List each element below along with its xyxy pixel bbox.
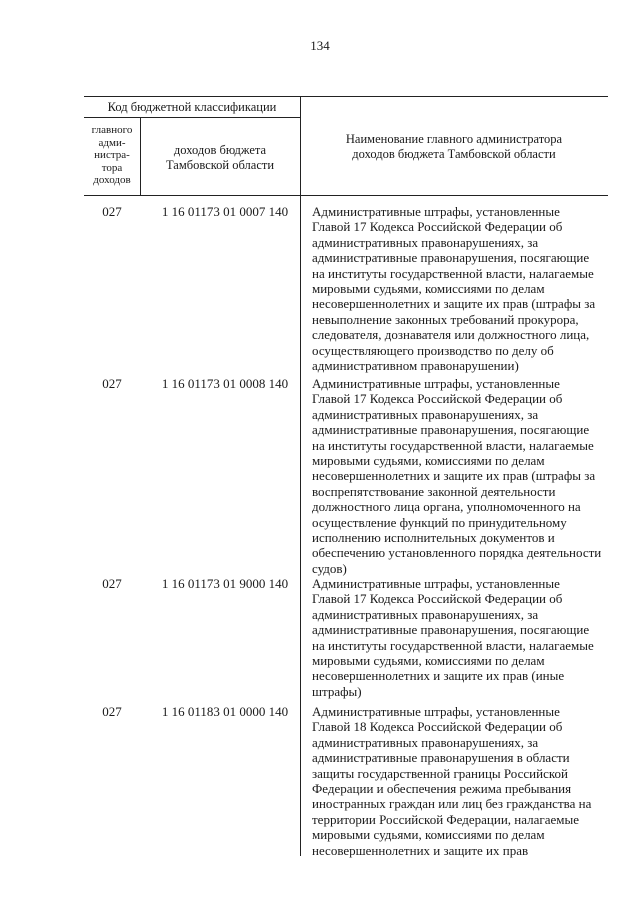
description-line: административных правонарушениях, за xyxy=(312,234,539,250)
row-budget-code: 1 16 01173 01 9000 140 xyxy=(161,576,289,591)
description-line: мировыми судьями, комиссиями по делам xyxy=(312,453,545,469)
row-budget-code: 1 16 01173 01 0007 140 xyxy=(161,204,289,219)
header-col-admin-line: нистра- xyxy=(94,149,130,161)
description-line: Федерации и обеспечения режима пребывания xyxy=(312,781,572,797)
description-line: воспрепятствование законной деятельности xyxy=(312,483,556,499)
description-line: административном правонарушении) xyxy=(312,358,519,374)
header-col-code xyxy=(140,143,300,173)
description-line: административных правонарушениях, за xyxy=(312,406,539,422)
description-line: защиты государственной границы Российской xyxy=(312,765,568,781)
description-line: должностного лица органа, уполномоченного на xyxy=(312,499,581,515)
header-col-name-line: Наименование главного администратора xyxy=(345,132,563,146)
description-line: административные правонарушения в области xyxy=(312,750,570,766)
description-line: на институты государственной власти, налагаемые xyxy=(312,637,594,653)
description-line: невыполнение законных требований прокурора, xyxy=(312,311,579,327)
header-col-code-line: доходов бюджета xyxy=(173,143,267,157)
description-line: Главой 17 Кодекса Российской Федерации об xyxy=(312,391,563,407)
description-line: административных правонарушениях, за xyxy=(312,734,539,750)
description-line: несовершеннолетних и защите их прав (иные xyxy=(312,668,565,684)
description-line: административных правонарушениях, за xyxy=(312,606,539,622)
table-top-border xyxy=(84,96,608,97)
row-description xyxy=(312,204,608,373)
header-group-title: Код бюджетной классификации xyxy=(107,100,277,114)
row-description xyxy=(312,576,608,699)
description-line: административные правонарушения, посягающие xyxy=(312,250,590,266)
description-line: Административные штрафы, установленные xyxy=(312,576,560,591)
page-number: 134 xyxy=(310,38,330,53)
description-line: территории Российской Федерации, налагаемые xyxy=(312,811,579,827)
description-line: несовершеннолетних и защите их прав (штрафы за xyxy=(312,296,596,312)
row-description xyxy=(312,376,608,576)
row-description xyxy=(312,704,608,858)
row-admin-code: 027 xyxy=(102,576,122,591)
description-line: Административные штрафы, установленные xyxy=(312,204,560,219)
description-line: Главой 17 Кодекса Российской Федерации об xyxy=(312,591,563,607)
header-col-admin-line: главного xyxy=(91,124,133,136)
description-line: осуществляющего производство по делу об xyxy=(312,342,554,358)
description-line: мировыми судьями, комиссиями по делам xyxy=(312,281,545,297)
row-budget-code: 1 16 01183 01 0000 140 xyxy=(161,704,289,719)
description-line: иностранных граждан или лиц без гражданства на xyxy=(312,796,592,812)
description-line: исполнению исполнительных документов и xyxy=(312,530,555,546)
column-divider-name xyxy=(300,96,301,856)
description-line: мировыми судьями, комиссиями по делам xyxy=(312,653,545,669)
header-col-admin xyxy=(84,124,140,187)
header-col-admin-line: адми- xyxy=(98,136,126,149)
description-line: несовершеннолетних и защите их прав xyxy=(312,842,529,858)
description-line: осуществление функций по принудительному xyxy=(312,514,567,530)
description-line: Административные штрафы, установленные xyxy=(312,376,560,391)
description-line: административные правонарушения, посягающие xyxy=(312,422,590,438)
header-col-admin-line: доходов xyxy=(93,174,131,186)
description-line: судов) xyxy=(312,560,347,576)
description-line: следователя, дознавателя или должностного лица, xyxy=(312,327,590,343)
row-budget-code: 1 16 01173 01 0008 140 xyxy=(161,376,289,391)
header-group-divider xyxy=(84,117,300,118)
header-bottom-border xyxy=(84,195,608,196)
row-admin-code: 027 xyxy=(102,376,122,391)
header-col-code-line: Тамбовской области xyxy=(165,158,275,172)
description-line: обеспечению установленного порядка деятельности xyxy=(312,545,602,561)
description-line: административные правонарушения, посягающие xyxy=(312,622,590,638)
description-line: мировыми судьями, комиссиями по делам xyxy=(312,827,545,843)
header-col-admin-line: тора xyxy=(101,161,123,174)
header-col-name-line: доходов бюджета Тамбовской области xyxy=(352,147,556,161)
description-line: штрафы) xyxy=(312,683,362,699)
row-admin-code: 027 xyxy=(102,704,122,719)
description-line: несовершеннолетних и защите их прав (штрафы за xyxy=(312,468,596,484)
description-line: Административные штрафы, установленные xyxy=(312,704,560,719)
description-line: Главой 18 Кодекса Российской Федерации об xyxy=(312,719,563,735)
description-line: на институты государственной власти, налагаемые xyxy=(312,437,594,453)
row-admin-code: 027 xyxy=(102,204,122,219)
description-line: на институты государственной власти, налагаемые xyxy=(312,265,594,281)
header-col-name xyxy=(300,132,608,162)
description-line: Главой 17 Кодекса Российской Федерации об xyxy=(312,219,563,235)
